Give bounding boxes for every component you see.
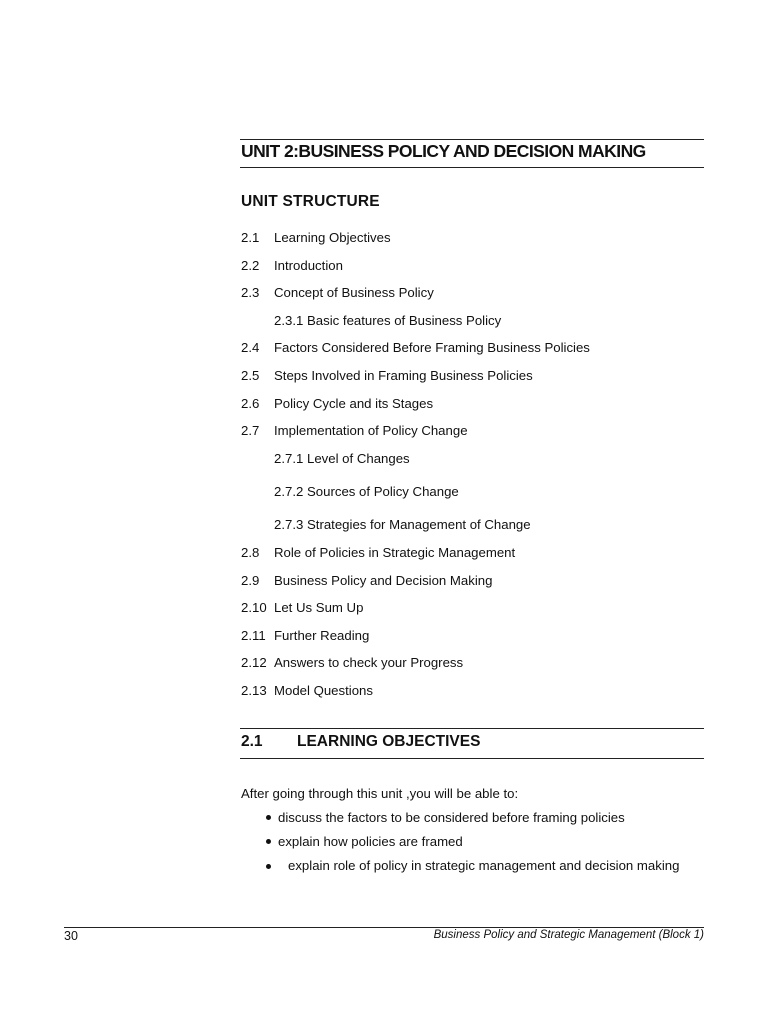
- toc-number: 2.13: [241, 683, 267, 698]
- toc-number: 2.4: [241, 340, 260, 355]
- toc-label: Policy Cycle and its Stages: [274, 396, 434, 411]
- unit-title: UNIT 2:BUSINESS POLICY AND DECISION MAKING: [241, 141, 646, 161]
- toc-number: 2.9: [241, 573, 260, 588]
- toc-number: 2.10: [241, 600, 267, 615]
- toc-number: 2.1: [241, 230, 260, 245]
- title-top-rule: [240, 139, 704, 140]
- section-number: 2.1: [241, 733, 263, 750]
- title-bottom-rule: [240, 167, 704, 168]
- bullet-dot-icon: [266, 864, 271, 869]
- toc-item-2-4: [241, 340, 590, 355]
- toc-label: Implementation of Policy Change: [274, 423, 468, 438]
- toc-label: Role of Policies in Strategic Management: [274, 545, 516, 560]
- toc-item-2-5: [241, 368, 533, 383]
- toc-item-2-6: [241, 396, 433, 411]
- toc-label: Further Reading: [274, 628, 370, 643]
- toc-item-2-7: [241, 423, 468, 438]
- toc-item-2-9: [241, 573, 492, 588]
- section-title: LEARNING OBJECTIVES: [297, 733, 481, 750]
- section-bottom-rule: [240, 758, 704, 759]
- toc-label: Let Us Sum Up: [274, 600, 364, 615]
- toc-number: 2.8: [241, 545, 260, 560]
- toc-item-2-8: [241, 545, 515, 560]
- toc-item-2-2: [241, 258, 343, 273]
- toc-subitem-2-7-3: 2.7.3 Strategies for Management of Change: [274, 517, 531, 532]
- toc-label: Factors Considered Before Framing Business Policies: [274, 340, 590, 355]
- toc-label: Steps Involved in Framing Business Policies: [274, 368, 533, 383]
- section-top-rule: [240, 728, 704, 729]
- toc-subitem-2-7-2: 2.7.2 Sources of Policy Change: [274, 484, 459, 499]
- bullet-item: discuss the factors to be considered before framing policies: [278, 810, 625, 825]
- toc-subitem-2-3-1: 2.3.1 Basic features of Business Policy: [274, 313, 502, 328]
- toc-number: 2.5: [241, 368, 260, 383]
- bullet-item: explain how policies are framed: [278, 834, 463, 849]
- toc-number: 2.6: [241, 396, 260, 411]
- page-number: 30: [64, 929, 78, 943]
- toc-number: 2.12: [241, 655, 267, 670]
- toc-label: Introduction: [274, 258, 343, 273]
- bullet-item: explain role of policy in strategic management and decision making: [288, 858, 680, 873]
- toc-label: Business Policy and Decision Making: [274, 573, 493, 588]
- bullet-dot-icon: [266, 839, 271, 844]
- footer-rule: [64, 927, 704, 928]
- toc-item-2-11: [241, 628, 369, 643]
- toc-subitem-2-7-1: 2.7.1 Level of Changes: [274, 451, 410, 466]
- footer-title: Business Policy and Strategic Management (Block 1): [433, 929, 704, 941]
- toc-item-2-1: [241, 230, 391, 245]
- toc-label: Answers to check your Progress: [274, 655, 464, 670]
- toc-label: Model Questions: [274, 683, 373, 698]
- toc-label: Concept of Business Policy: [274, 285, 434, 300]
- toc-item-2-10: [241, 600, 363, 615]
- toc-number: 2.7: [241, 423, 260, 438]
- toc-item-2-13: [241, 683, 373, 698]
- toc-number: 2.11: [241, 628, 266, 643]
- section-heading: [241, 733, 480, 751]
- bullet-dot-icon: [266, 815, 271, 820]
- toc-item-2-3: [241, 285, 434, 300]
- unit-structure-heading: UNIT STRUCTURE: [241, 193, 380, 210]
- toc-item-2-12: [241, 655, 463, 670]
- toc-number: 2.3: [241, 285, 260, 300]
- toc-label: Learning Objectives: [274, 230, 391, 245]
- section-intro: After going through this unit ,you will be able to:: [241, 786, 519, 801]
- toc-number: 2.2: [241, 258, 260, 273]
